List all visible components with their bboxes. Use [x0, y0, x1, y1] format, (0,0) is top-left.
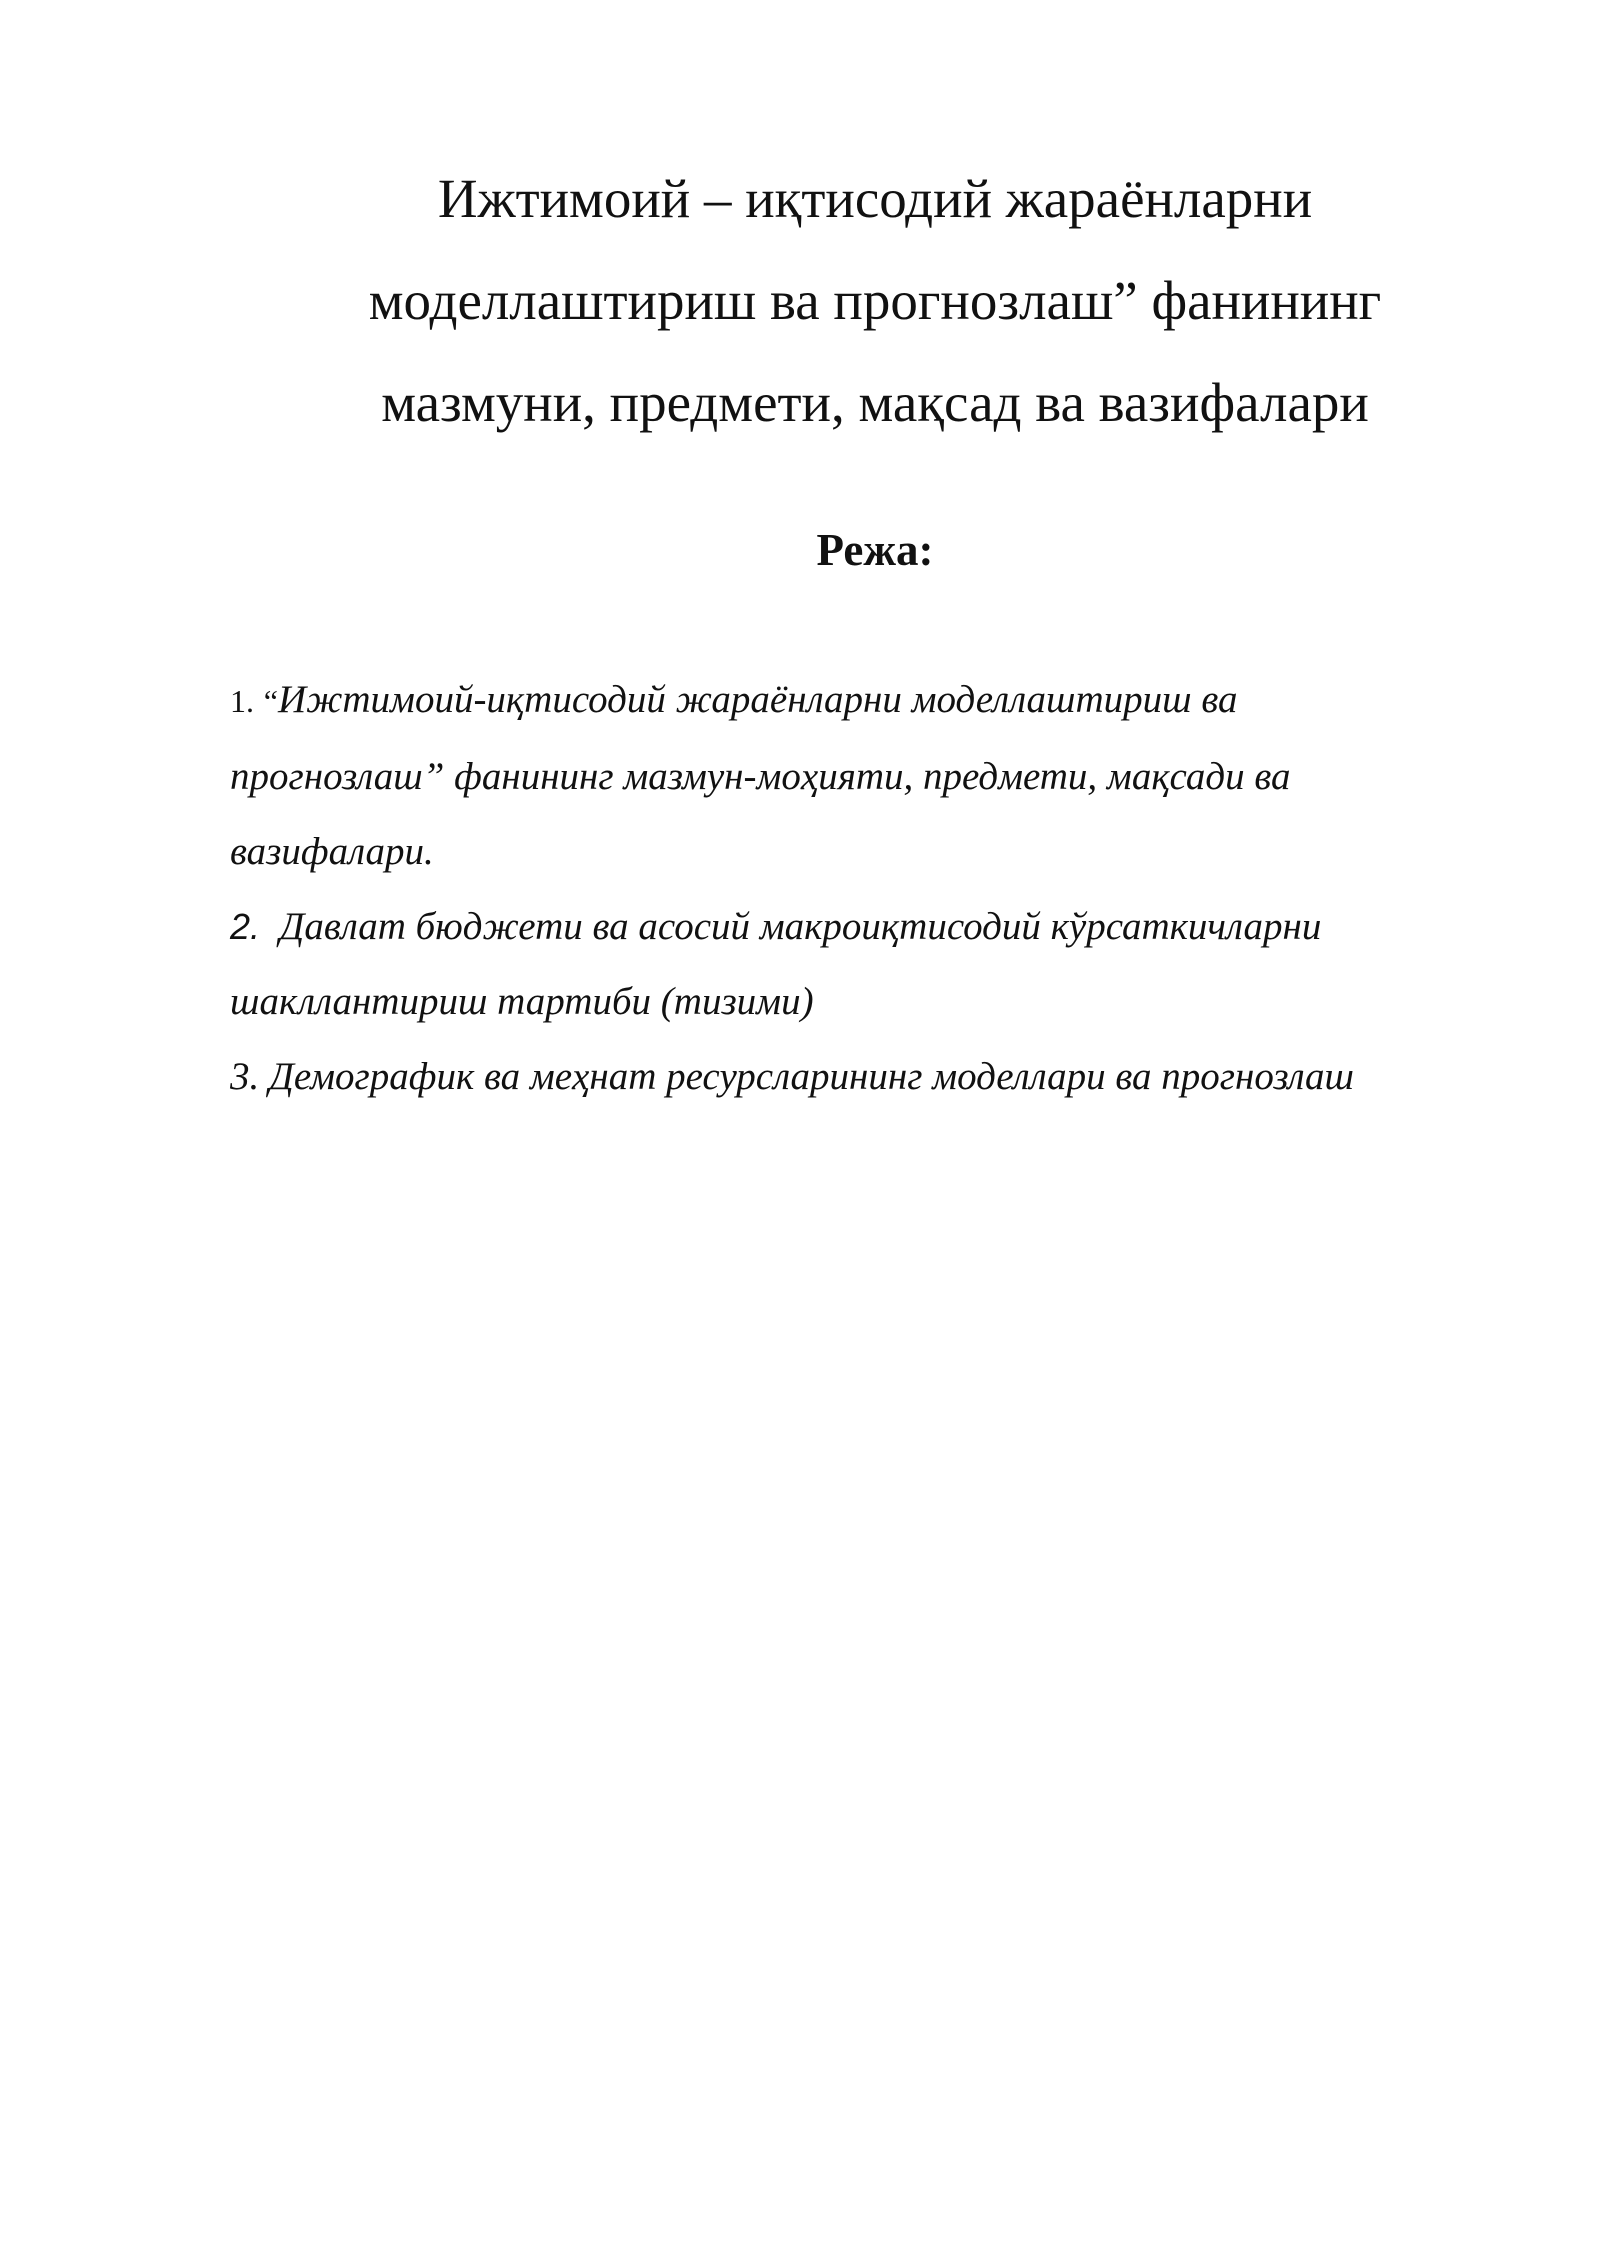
- plan-item-1-line-2: прогнозлаш” фанининг мазмун-моҳияти, предмети, мақсади ва: [230, 755, 1291, 798]
- plan-item-3-number: 3.: [230, 1055, 260, 1098]
- plan-heading: Режа:: [816, 525, 934, 575]
- plan-item-1-open-quote: “: [263, 683, 278, 719]
- plan-item-2-text-line-1: Давлат бюджети ва асосий макроиқтисодий кўрсаткичларни: [279, 905, 1322, 948]
- title-line-3: мазмуни, предмети, мақсад ва вазифалари: [381, 372, 1369, 433]
- document-title: [230, 148, 1520, 454]
- plan-item-1-number: 1.: [230, 683, 254, 719]
- plan-item-3-line-1: [230, 1039, 1530, 1114]
- title-line-2: моделлаштириш ва прогнозлаш” фанининг: [368, 270, 1382, 331]
- plan-item-2-line-1: [230, 889, 1530, 964]
- plan-item-1-line-1: [230, 662, 1530, 739]
- plan-list: [230, 662, 1530, 1114]
- title-line-1: Ижтимоий – иқтисодий жараёнларни: [437, 168, 1313, 229]
- plan-item-3-text-line-1: Демографик ва меҳнат ресурсларининг моделлари ва прогнозлаш: [269, 1055, 1354, 1098]
- plan-item-1-text-line-1: Ижтимоий-иқтисодий жараёнларни моделлаштириш ва: [277, 678, 1238, 721]
- plan-item-2-line-2: шакллантириш тартиби (тизими): [230, 980, 814, 1023]
- plan-item-1-line-3: вазифалари.: [230, 830, 434, 873]
- plan-item-2-number: 2.: [230, 906, 261, 947]
